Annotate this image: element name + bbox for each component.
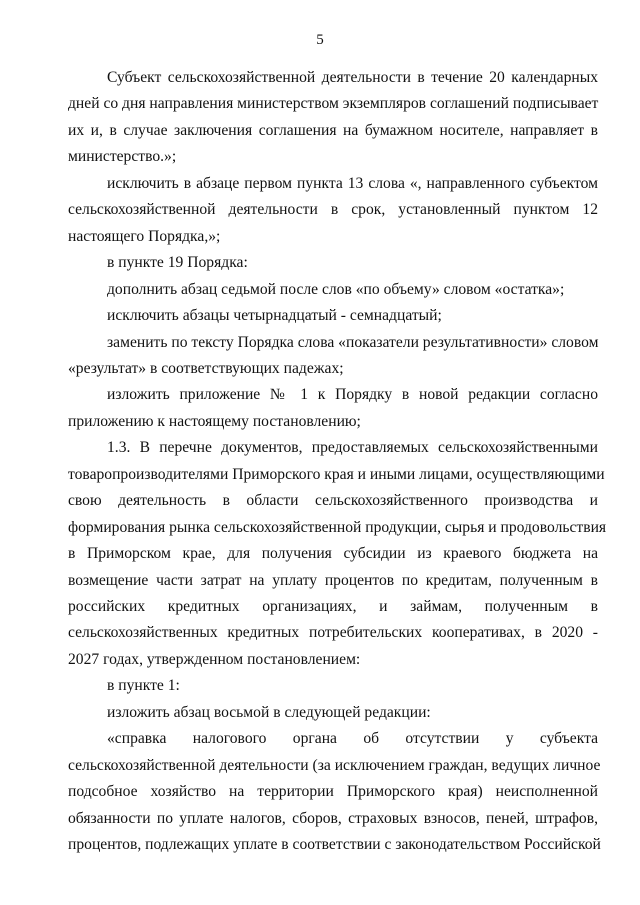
text-line: приложению к настоящему постановлению; bbox=[68, 412, 361, 430]
text-line: исключить в абзаце первом пункта 13 слова «, направленного субъектом bbox=[107, 174, 598, 192]
text-line: изложить абзац восьмой в следующей редакции: bbox=[107, 703, 431, 721]
text-line: их и, в случае заключения соглашения на бумажном носителе, направляет в bbox=[68, 121, 598, 139]
text-line: «результат» в соответствующих падежах; bbox=[68, 359, 344, 377]
text-line: Субъект сельскохозяйственной деятельности в течение 20 календарных bbox=[107, 69, 598, 86]
text-line: в Приморском крае, для получения субсидии из краевого бюджета на bbox=[68, 545, 598, 563]
text-line: дней со дня направления министерством экземпляров соглашений подписывает bbox=[68, 95, 599, 113]
text-line: сельскохозяйственной деятельности (за исключением граждан, ведущих личное bbox=[68, 756, 601, 774]
text-line: формирования рынка сельскохозяйственной продукции, сырья и продовольствия bbox=[68, 518, 607, 536]
text-line: российских кредитных организациях, и займам, полученным в bbox=[68, 598, 598, 615]
text-line: обязанности по уплате налогов, сборов, страховых взносов, пеней, штрафов, bbox=[68, 809, 598, 827]
text-line: министерство.»; bbox=[68, 148, 177, 166]
text-line: 1.3. В перечне документов, предоставляемых сельскохозяйственными bbox=[107, 439, 598, 457]
text-line: настоящего Порядка,»; bbox=[68, 227, 221, 245]
text-line: возмещение части затрат на уплату процентов по кредитам, полученным в bbox=[68, 571, 598, 589]
text-line: «справка налогового органа об отсутствии у субъекта bbox=[107, 730, 598, 748]
text-line: процентов, подлежащих уплате в соответствии с законодательством Российской bbox=[68, 836, 601, 854]
text-line: 2027 годах, утвержденном постановлением: bbox=[68, 650, 361, 668]
text-line: подсобное хозяйство на территории Приморского края) неисполненной bbox=[68, 783, 598, 801]
text-line: в пункте 19 Порядка: bbox=[107, 254, 248, 272]
text-line: заменить по тексту Порядка слова «показатели результативности» словом bbox=[107, 333, 599, 351]
page-number: 5 bbox=[316, 32, 324, 48]
text-line: товаропроизводителями Приморского края и иными лицами, осуществляющими bbox=[68, 465, 605, 483]
text-line: свою деятельность в области сельскохозяйственного производства и bbox=[68, 492, 598, 510]
text-line: в пункте 1: bbox=[107, 677, 180, 695]
text-line: сельскохозяйственных кредитных потребительских кооперативах, в 2020 - bbox=[68, 624, 598, 642]
text-line: дополнить абзац седьмой после слов «по объему» словом «остатка»; bbox=[107, 280, 565, 298]
text-line: сельскохозяйственной деятельности в срок, установленный пунктом 12 bbox=[68, 201, 598, 219]
text-line: изложить приложение № 1 к Порядку в новой редакции согласно bbox=[107, 386, 598, 404]
text-line: исключить абзацы четырнадцатый - семнадцатый; bbox=[107, 307, 442, 325]
